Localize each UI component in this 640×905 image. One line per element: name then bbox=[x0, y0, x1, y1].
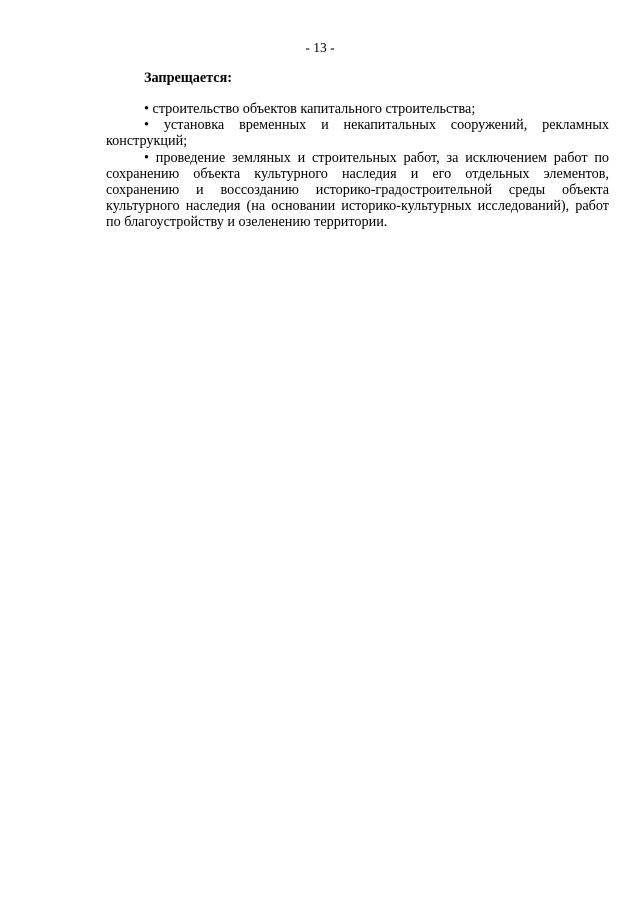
list-item bbox=[106, 101, 609, 117]
section-heading: Запрещается: bbox=[144, 70, 232, 86]
page-number: - 13 - bbox=[305, 40, 335, 55]
list-item bbox=[106, 150, 609, 231]
list-item-text: установка временных и некапитальных сооружений, рекламных конструкций; bbox=[106, 117, 610, 150]
prohibitions-list bbox=[106, 101, 609, 231]
bullet-icon: • bbox=[144, 149, 149, 166]
list-item-text: проведение земляных и строительных работ, за исключением работ по сохранению объекта культурного наследия и его отдельных элементов, сохранению и воссозданию историко-градостроительной среды объекта культурного наследия (на основании историко-культурных исследований), работ по благоустройству и озеленению территории. bbox=[106, 149, 610, 231]
bullet-icon: • bbox=[144, 117, 149, 134]
bullet-icon: • bbox=[144, 101, 149, 117]
list-item-text: строительство объектов капитального строительства; bbox=[152, 101, 476, 117]
document-body bbox=[106, 70, 609, 231]
list-item bbox=[106, 117, 609, 149]
